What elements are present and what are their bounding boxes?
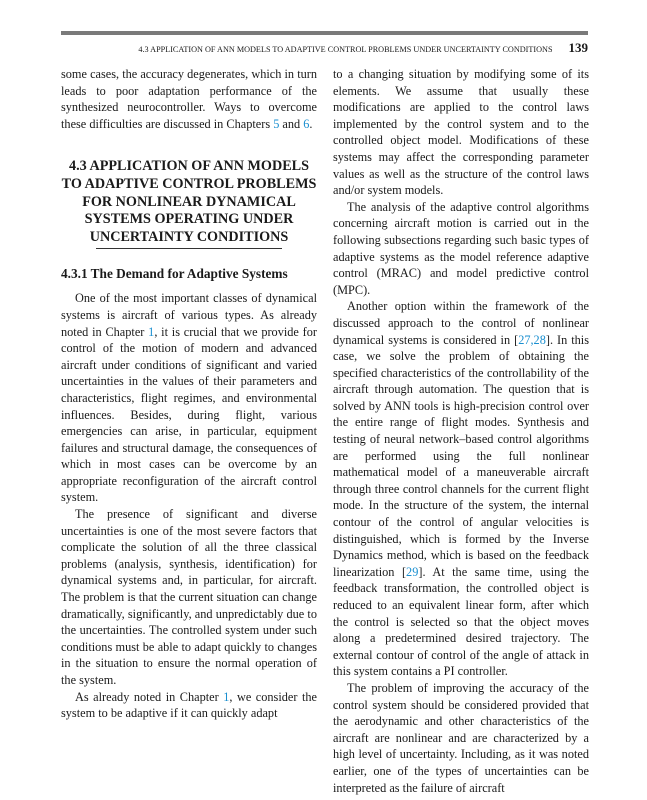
paragraph: The analysis of the adaptive control algorithms concerning aircraft motion is carried out in the following subsections regarding such basic types of adaptive systems as the model reference adaptive control (MRAC) and model predictive control (MPC). (333, 199, 589, 297)
paragraph: to a changing situation by modifying some of its elements. We assume that usually these modifications are applied to the control laws implemented by the control system and to the controlled object model. Modifications of these systems may affect the corresponding parameter values as well as the structure of the control laws and/or system models. (333, 67, 589, 198)
chapter-link[interactable]: 1 (148, 324, 155, 339)
chapter-link[interactable]: 5 (273, 116, 280, 131)
citation-link[interactable]: 29 (406, 564, 419, 579)
text: ]. At the same time, using the feedback transformation, the controlled object is reduced to an equivalent linear form, after which the control is selected so that the object moves along a predetermined desired trajectory. The external contour of control of the angle of attack in this system contains a PI controller. (333, 564, 589, 679)
subsection-heading: 4.3.1 The Demand for Adaptive Systems (61, 266, 288, 282)
paragraph (61, 689, 317, 722)
text: . (309, 116, 313, 131)
text: and (279, 116, 304, 131)
text: some cases, the accuracy degenerates, which in turn leads to poor adaptation performance of the synthesized neurocontroller. Ways to overcome these difficulties are discussed in Chapters (61, 67, 317, 131)
chapter-link[interactable]: 1 (223, 689, 230, 704)
text: One of the most important classes of dynamical systems is aircraft of various types. As already noted in Chapter (61, 291, 317, 339)
page-number: 139 (568, 40, 588, 55)
paragraph (61, 66, 317, 132)
paragraph (61, 290, 317, 506)
paragraph: The problem of improving the accuracy of the control system should be considered provided that the aerodynamic and other characteristics of the aircraft are nonlinear and are characterized by a high level of uncertainty. Including, as it was noted earlier, one of the types of uncertainties can be interpreted as the failure of aircraft (333, 680, 589, 795)
left-column (61, 66, 317, 722)
chapter-link[interactable]: 6 (303, 116, 310, 131)
text: Another option within the framework of the discussed approach to the control of nonlinear dynamical systems is considered in [ (333, 299, 589, 347)
paragraph: The presence of significant and diverse uncertainties is one of the most severe factors that complicate the solution of all the three classical problems (analysis, synthesis, identification) for dynamical systems and, in particular, for aircraft. The problem is that the current situation can change dramatically, significantly, and unpredictably due to the uncertainties. The controlled system under such conditions must be able to adapt quickly to changes in the situation to ensure the normal operation of the system. (61, 507, 317, 687)
running-header (61, 40, 588, 56)
text: , it is crucial that we provide for control of the motion of modern and advanced aircraft under conditions of significant and varied uncertainties in the values of their parameters and characteristics, flight regimes, and environmental influences. Besides, during flight, various emergencies can arise, in particular, equipment failures and structural damage, the consequences of which in most cases can be overcome by an appropriate reconfiguration of the aircraft control system. (61, 324, 317, 505)
right-column (333, 66, 589, 796)
text: , we consider the system to be adaptive if it can quickly adapt (61, 689, 317, 721)
paragraph (333, 298, 589, 680)
header-rule (61, 31, 588, 35)
running-title: 4.3 APPLICATION OF ANN MODELS TO ADAPTIVE CONTROL PROBLEMS UNDER UNCERTAINTY CONDITIONS (138, 45, 553, 54)
section-heading: 4.3 APPLICATION OF ANN MODELS TO ADAPTIVE CONTROL PROBLEMS FOR NONLINEAR DYNAMICAL SYSTEMS OPERATING UNDER UNCERTAINTY CONDITIONS (61, 158, 317, 245)
citation-link[interactable]: 27,28 (518, 332, 546, 347)
heading-rule (96, 248, 282, 249)
text: As already noted in Chapter (75, 689, 224, 704)
text: ]. In this case, we solve the problem of obtaining the specified characteristics of the controllability of the aircraft through automation. The question that is solved by ANN tools is high-precision control over the entire range of flight modes. Synthesis and testing of neural network–based control algorithms are performed using the full nonlinear mathematical model of a maneuverable aircraft through three control channels for the current flight mode. In the structure of the system, the internal contour of the control of angular velocities is distinguished, which is formed by the Inverse Dynamics method, which is based on the feedback linearization [ (333, 332, 589, 579)
